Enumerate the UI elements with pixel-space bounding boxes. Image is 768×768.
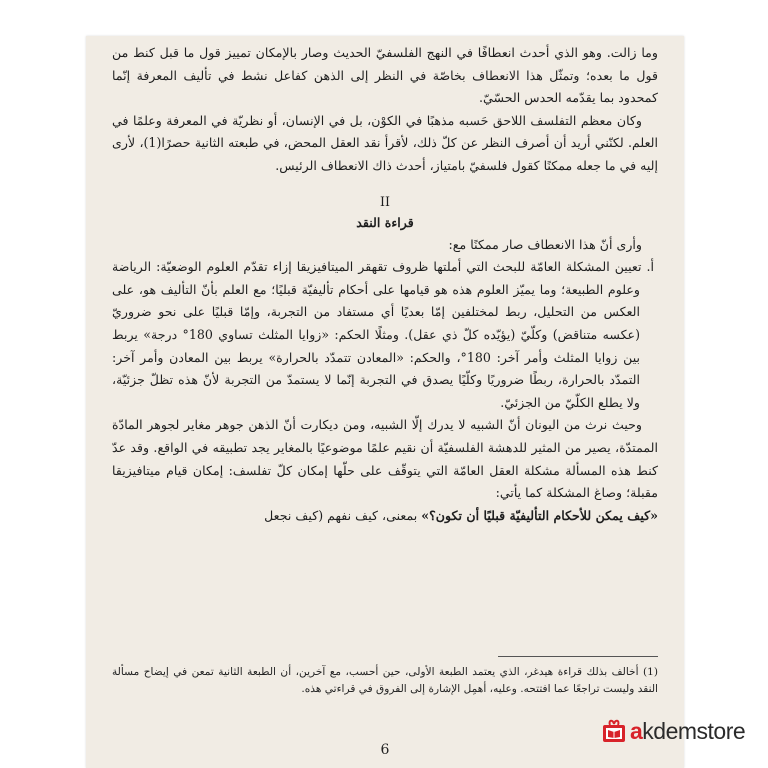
book-page — [86, 36, 684, 768]
intro-line: وأرى أنّ هذا الانعطاف صار ممكنًا مع: — [448, 236, 642, 252]
paragraph-later-philosophy: وكان معظم التفلسف اللاحق حَسبه مذهبًا في الكوْن، بل في الإنسان، أو نظريّة في المعرفة وعلمًا في العلم. لكنّني أريد أن أصرف النظر عن كلّ ذلك، لأقرأ نقد العقل المحض، في طبعته الثانية حصرًا(1)، لأرى إليه في ما جعله ممكنًا كقول فلسفيّ بامتياز، أحدث ذاك الانعطاف الرئيس. — [112, 112, 658, 173]
question-rest: بمعنى، كيف نفهم (كيف نجعل — [264, 507, 422, 523]
page-number: 6 — [380, 742, 390, 758]
kant-question — [112, 505, 658, 528]
paragraph-kant-problem: وحيث نرث من اليونان أنّ الشبيه لا يدرك إلّا الشبيه، ومن ديكارت أنّ الذهن جوهر مغاير لجوهر المادّة الممتدّة، يصير من المثير للدهشة الفلسفيّة أن نقيم علمًا موضوعيًا بالمغاير يجد تطبيقه في الواقع. وقد عدّ كنط هذه المسألة مشكلة العقل العامّة التي يتوقّف على حلّها إمكان كلّ تفلسف: إمكان قيام ميتافيزيقا مقبلة؛ وصاغ المشكلة كما يأتي: — [112, 417, 658, 501]
question-bold: «كيف يمكن للأحكام التأليفيّة قبليًا أن تكون؟» — [421, 507, 658, 523]
paragraph-continuation: وما زالت. وهو الذي أحدث انعطافًا في النهج الفلسفيّ الحديث وصار بالإمكان تمييز قول ما قبل كنط من قول ما بعده؛ وتمثّل هذا الانعطاف بخاصّة في النظر إلى الذهن كفاعل نشط في تأليف المعرفة إنّما كمحدود بما يقدّمه الحدس الحسّيّ. — [112, 45, 658, 106]
section-title: قراءة النقد — [356, 214, 414, 230]
store-watermark — [600, 716, 745, 744]
footnote-divider — [498, 656, 658, 657]
footnote: (1) أخالف بذلك قراءة هيدغر، الذي يعتمد الطبعة الأولى، حين أحسب، مع آخرين، أن الطبعة الثانية تمعن في إيضاح مسألة النقد وليست تراجعًا عما افتتحه. وعليه، أهمِل الإشارة إلى الفروق في قراءتي هذه. — [112, 666, 658, 695]
store-brand-text: akdemstore — [630, 718, 746, 744]
section-number: II — [380, 193, 390, 209]
book-gift-icon — [600, 716, 628, 744]
page-body-text — [112, 42, 658, 527]
list-item-a: أ. تعيين المشكلة العامّة للبحث التي أملتها ظروف تقهقر الميتافيزيقا إزاء تقدّم العلوم الوضعيّة: الرياضة وعلوم الطبيعة؛ وما يميّز العلوم هذه هو قيامها على أحكام تأليفيّة قبليًا؛ مع العلم بأنّ التأليف هو، على العكس من التحليل، ربط لمختلفين إمّا بعديًا أي مستفاد من التجربة، وإمّا قبليًا على نحو ضروريّ (عكسه متناقض) وكلّيّ (يؤيّده كلّ ذي عقل). ومثلًا الحكم: «زوايا المثلث تساوي 180° درجة» يربط بين زوايا المثلث وأمر آخر: 180°، والحكم: «المعادن تتمدّد بالحرارة» يربط بين المعادن وأمر آخر: التمدّد بالحرارة، ربطًا ضروريًا وكلّيًا يصدق في التجربة إنّما لا يستمدّ من التجربة لأنّ هذه تظلّ جزئيّة، ولا يطلع الكلّيّ من الجزئيّ. — [112, 259, 654, 410]
